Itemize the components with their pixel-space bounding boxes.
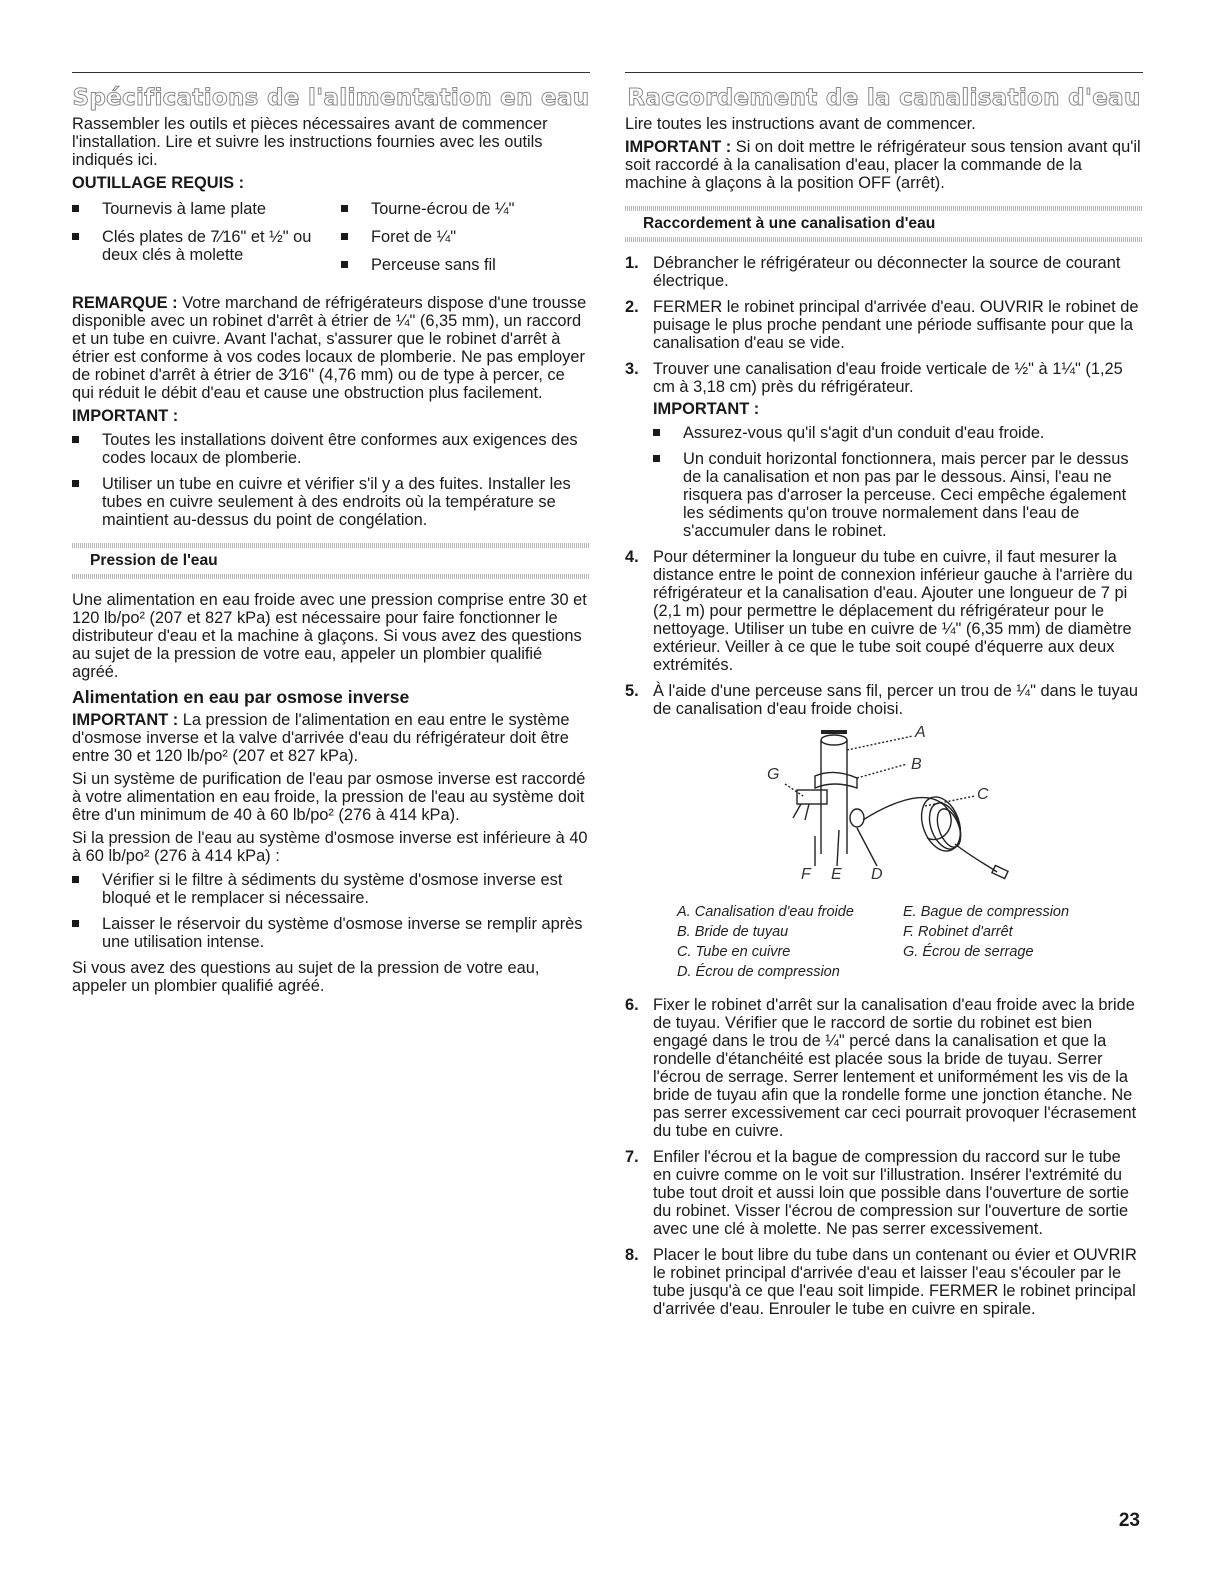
tool-item xyxy=(341,256,514,274)
step3-list xyxy=(653,424,1143,540)
step-number: 1. xyxy=(625,254,639,272)
figure-label-e: E xyxy=(831,866,842,883)
tool-item-text: Clés plates de 7⁄16" et ½" ou deux clés à molette xyxy=(102,228,312,264)
tool-item-text: Foret de ¼" xyxy=(371,228,457,246)
left-section-title: Spécifications de l'alimentation en eau xyxy=(72,85,590,111)
important-item-text: Utiliser un tube en cuivre et vérifier s'il y a des fuites. Installer les tubes en cuivre seulement à des endroits où la température se maintient au-dessus du point de congélation. xyxy=(102,475,571,529)
figure-label-a: A xyxy=(915,724,926,741)
page-number: 23 xyxy=(1118,1510,1140,1531)
important-list xyxy=(72,431,590,529)
legend-item: A. Canalisation d'eau froide xyxy=(677,904,854,920)
osmose-list xyxy=(72,871,590,951)
legend-item: C. Tube en cuivre xyxy=(677,944,791,960)
remarque-label: REMARQUE : xyxy=(72,294,178,312)
step-item xyxy=(625,254,1143,290)
raccordement-heading: Raccordement à une canalisation d'eau xyxy=(643,215,936,232)
bullet-icon xyxy=(341,261,348,268)
bullet-icon xyxy=(72,920,79,927)
important-item xyxy=(72,475,590,529)
osmose-item-text: Laisser le réservoir du système d'osmose inverse se remplir après une utilisation intense. xyxy=(102,915,583,951)
legend-item: F. Robinet d'arrêt xyxy=(903,924,1013,940)
left-top-rule xyxy=(72,72,590,73)
tool-item xyxy=(341,228,514,246)
step-number: 2. xyxy=(625,298,639,316)
tool-item-text: Tourne-écrou de ¼" xyxy=(371,200,515,218)
figure-legend xyxy=(677,902,1143,982)
osmose-item xyxy=(72,915,590,951)
step-text: Enfiler l'écrou et la bague de compression du raccord sur le tube en cuivre comme on le voit sur l'illustration. Insérer l'extrémité du tube tout droit et aussi loin que possible dans l'ouverture de sortie du robinet. Visser l'écrou de compression sur l'ouverture de sortie avec une clé à molette. Ne pas serrer excessivement. xyxy=(653,1148,1130,1238)
tools-list-left xyxy=(72,200,341,284)
bullet-icon xyxy=(72,205,79,212)
osmose-item xyxy=(72,871,590,907)
step-text: À l'aide d'une perceuse sans fil, percer un trou de ¼" dans le tuyau de canalisation d'eau froide choisi. xyxy=(653,682,1138,718)
bullet-icon xyxy=(653,455,660,462)
bullet-icon xyxy=(653,429,660,436)
figure-label-b: B xyxy=(911,756,922,773)
step-text: Pour déterminer la longueur du tube en cuivre, il faut mesurer la distance entre le point de connexion inférieur gauche à l'arrière du réfrigérateur et la canalisation d'eau. Ajouter une longueur de 7 pi (2,1 m) pour permettre le déplacement du réfrigérateur pour le nettoyage. Utiliser un tube en cuivre de ¼" (6,35 mm) de diamètre extérieur. Veiller à ce que le tube soit coupé d'équerre aux deux extrémités. xyxy=(653,548,1133,674)
right-top-rule xyxy=(625,72,1143,73)
step3-item xyxy=(653,450,1143,540)
legend-right xyxy=(903,902,1069,982)
step-number: 7. xyxy=(625,1148,639,1166)
closing-paragraph: Si vous avez des questions au sujet de la pression de votre eau, appeler un plombier qualifié agréé. xyxy=(72,959,540,995)
step-item xyxy=(625,298,1143,352)
shutoff-valve-figure xyxy=(625,726,1143,896)
legend-item: G. Écrou de serrage xyxy=(903,944,1034,960)
important-item xyxy=(72,431,590,467)
tool-item xyxy=(341,200,514,218)
step-number: 8. xyxy=(625,1246,639,1264)
pression-heading: Pression de l'eau xyxy=(90,552,218,569)
step3-item-text: Un conduit horizontal fonctionnera, mais percer par le dessus de la canalisation et non pas par le dessous. Ainsi, l'eau ne risquera pas d'arroser la perceuse. Ceci empêche également les sédiments qu'on trouve normalement dans l'eau de s'accumuler dans le robinet. xyxy=(683,450,1129,540)
important-item-text: Toutes les installations doivent être conformes aux exigences des codes locaux de plomberie. xyxy=(102,431,578,467)
step-text: Placer le bout libre du tube dans un contenant ou évier et OUVRIR le robinet principal d'arrivée d'eau et laisser l'eau s'écouler par le tube jusqu'à ce que l'eau soit limpide. FERMER le robinet principal d'arrivée d'eau. Enrouler le tube en cuivre en spirale. xyxy=(653,1246,1137,1318)
step3-item xyxy=(653,424,1143,442)
important-heading: IMPORTANT : xyxy=(72,407,179,425)
tool-item xyxy=(72,200,341,218)
right-important xyxy=(625,138,1143,192)
tools-heading: OUTILLAGE REQUIS : xyxy=(72,174,245,192)
step-number: 6. xyxy=(625,996,639,1014)
step-text: Trouver une canalisation d'eau froide verticale de ½" à 1¼" (1,25 cm à 3,18 cm) près du réfrigérateur. xyxy=(653,360,1123,396)
remarque-paragraph xyxy=(72,294,590,402)
right-section-title: Raccordement de la canalisation d'eau xyxy=(627,85,1141,111)
osmose-important-text: La pression de l'alimentation en eau entre le système d'osmose inverse et la valve d'arrivée d'eau du réfrigérateur doit être entre 30 et 120 lb/po² (207 et 827 kPa). xyxy=(72,711,570,765)
right-column xyxy=(625,72,1143,1326)
hatch-divider xyxy=(72,574,590,579)
pression-subheading xyxy=(72,543,590,579)
bullet-icon xyxy=(72,480,79,487)
step-item xyxy=(625,548,1143,674)
figure-label-c: C xyxy=(977,786,989,803)
step-text: Fixer le robinet d'arrêt sur la canalisation d'eau froide avec la bride de tuyau. Vérifier que le raccord de sortie du robinet est bien engagé dans le trou de ¼" percé dans la canalisation et que la rondelle d'étanchéité est placée sous la bride de tuyau. Serrer l'écrou de serrage. Serrer lentement et uniformément les vis de la bride de tuyau afin que la rondelle forme une jonction étanche. Ne pas serrer excessivement car ceci pourrait provoquer l'écrasement du tube en cuivre. xyxy=(653,996,1137,1140)
step-text: Débrancher le réfrigérateur ou déconnecter la source de courant électrique. xyxy=(653,254,1121,290)
tools-list xyxy=(72,200,590,284)
step3-item-text: Assurez-vous qu'il s'agit d'un conduit d'eau froide. xyxy=(683,424,1045,442)
tool-item-text: Perceuse sans fil xyxy=(371,256,496,274)
right-intro: Lire toutes les instructions avant de commencer. xyxy=(625,115,976,133)
figure-label-g: G xyxy=(767,766,780,783)
legend-item: B. Bride de tuyau xyxy=(677,924,789,940)
tools-list-right xyxy=(341,200,514,284)
hatch-divider xyxy=(625,237,1143,242)
left-column xyxy=(72,72,590,1000)
steps-list xyxy=(625,254,1143,718)
osmose-important-label: IMPORTANT : xyxy=(72,711,179,729)
step-item xyxy=(625,360,1143,540)
osmose-item-text: Vérifier si le filtre à sédiments du système d'osmose inverse est bloqué et le remplacer si nécessaire. xyxy=(102,871,563,907)
step3-important-heading: IMPORTANT : xyxy=(653,400,760,418)
tool-item xyxy=(72,228,341,264)
step-item xyxy=(625,1246,1143,1318)
osmose-paragraph: Si un système de purification de l'eau par osmose inverse est raccordé à votre alimentation en eau froide, la pression de l'eau au système doit être d'un minimum de 40 à 60 lb/po² (276 à 414 kPa). xyxy=(72,770,586,824)
step-item xyxy=(625,996,1143,1140)
step-number: 4. xyxy=(625,548,639,566)
legend-left xyxy=(677,902,903,982)
step-item xyxy=(625,682,1143,718)
step-number: 5. xyxy=(625,682,639,700)
step-number: 3. xyxy=(625,360,639,378)
pression-text: Une alimentation en eau froide avec une pression comprise entre 30 et 120 lb/po² (207 et 827 kPa) est nécessaire pour faire fonctionner le distributeur d'eau et la machine à glaçons. Si vous avez des questions au sujet de la pression de votre eau, appeler un plombier qualifié agréé. xyxy=(72,591,587,681)
osmose-heading: Alimentation en eau par osmose inverse xyxy=(72,687,410,707)
right-important-label: IMPORTANT : xyxy=(625,138,732,156)
bullet-icon xyxy=(72,436,79,443)
figure-label-f: F xyxy=(801,866,811,883)
osmose-important xyxy=(72,711,590,765)
step-item xyxy=(625,1148,1143,1238)
shutoff-valve-illustration xyxy=(625,726,1143,896)
bullet-icon xyxy=(72,876,79,883)
right-important-text: Si on doit mettre le réfrigérateur sous tension avant qu'il soit raccordé à la canalisation d'eau, placer la commande de la machine à glaçons à la position OFF (arrêt). xyxy=(625,138,1141,192)
legend-item: E. Bague de compression xyxy=(903,904,1070,920)
step-text: FERMER le robinet principal d'arrivée d'eau. OUVRIR le robinet de puisage le plus proche pendant une période suffisante pour que la canalisation d'eau se vide. xyxy=(653,298,1139,352)
steps-list-continued xyxy=(625,996,1143,1318)
figure-label-d: D xyxy=(871,866,883,883)
bullet-icon xyxy=(341,205,348,212)
bullet-icon xyxy=(341,233,348,240)
pipe-cap xyxy=(821,730,847,734)
osmose-paragraph: Si la pression de l'eau au système d'osmose inverse est inférieure à 40 à 60 lb/po² (276 à 414 kPa) : xyxy=(72,829,588,865)
tool-item-text: Tournevis à lame plate xyxy=(102,200,266,218)
bullet-icon xyxy=(72,233,79,240)
remarque-text: Votre marchand de réfrigérateurs dispose d'une trousse disponible avec un robinet d'arrêt à étrier de ¼" (6,35 mm), un raccord et un tube en cuivre. Avant l'achat, s'assurer que le robinet d'arrêt à étrier est conforme à vos codes locaux de plomberie. Ne pas employer de robinet d'arrêt à étrier de 3⁄16" (4,76 mm) ou de type à percer, ce qui réduit le débit d'eau et cause une obstruction plus facilement. xyxy=(72,294,587,402)
left-intro: Rassembler les outils et pièces nécessaires avant de commencer l'installation. Lire et suivre les instructions fournies avec les outils indiqués ici. xyxy=(72,115,548,169)
raccordement-subheading xyxy=(625,206,1143,242)
legend-item: D. Écrou de compression xyxy=(677,964,840,980)
